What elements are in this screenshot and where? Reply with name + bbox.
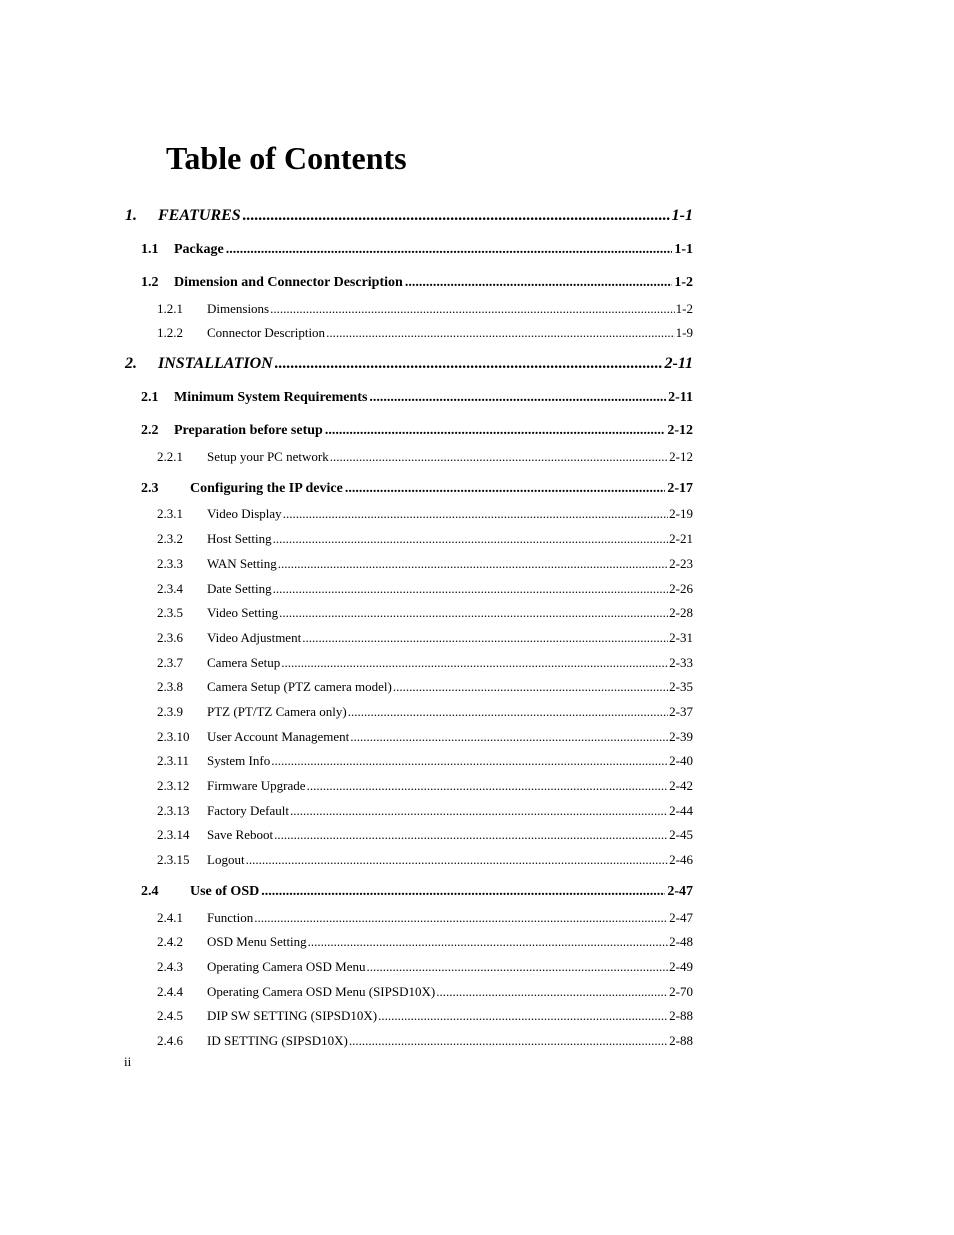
toc-entry-preparation-before-setup[interactable]: [141, 423, 693, 441]
toc-number: 2.3.6: [157, 630, 183, 645]
toc-entry-ptz-camera-only[interactable]: [157, 704, 693, 720]
toc-title: PTZ (PT/TZ Camera only): [207, 704, 347, 719]
toc-leader-dots: [325, 423, 666, 439]
toc-page-number: 2-11: [668, 390, 693, 405]
toc-number: 1.2: [141, 275, 159, 290]
toc-entry-osd-menu-setting[interactable]: [157, 934, 693, 950]
toc-page-number: 2-47: [669, 910, 693, 925]
toc-number: 1.1: [141, 242, 159, 257]
toc-leader-dots: [273, 581, 669, 597]
toc-title: Package: [174, 242, 224, 257]
toc-number: 2.3.8: [157, 679, 183, 694]
toc-title: Video Display: [207, 506, 282, 521]
toc-page-number: 2-40: [669, 753, 693, 768]
toc-entry-package[interactable]: [141, 242, 693, 260]
toc-leader-dots: [345, 481, 665, 497]
toc-title: Camera Setup: [207, 655, 281, 670]
toc-title: Firmware Upgrade: [207, 778, 306, 793]
toc-title: INSTALLATION: [158, 355, 273, 372]
toc-number: 2.4.5: [157, 1008, 183, 1023]
toc-leader-dots: [275, 355, 663, 373]
toc-number: 2.3.3: [157, 556, 183, 571]
toc-entry-minimum-system-requirements[interactable]: [141, 390, 693, 408]
toc-number: 2.3.9: [157, 704, 183, 719]
toc-number: 2.3.2: [157, 531, 183, 546]
toc-title: System Info: [207, 753, 271, 768]
toc-title: OSD Menu Setting: [207, 934, 307, 949]
toc-leader-dots: [273, 531, 669, 547]
toc-number: 2.3.14: [157, 827, 190, 842]
toc-title: Dimension and Connector Description: [174, 275, 403, 290]
toc-number: 2.4.1: [157, 910, 183, 925]
toc-number: 2.3.12: [157, 778, 190, 793]
toc-leader-dots: [226, 242, 673, 258]
page-title: Table of Contents: [166, 140, 407, 176]
toc-entry-video-setting[interactable]: [157, 605, 693, 621]
toc-entry-logout[interactable]: [157, 852, 693, 868]
toc-page-number: 2-44: [669, 803, 693, 818]
toc-leader-dots: [330, 449, 668, 465]
toc-page-number: 2-70: [669, 984, 693, 999]
toc-title: FEATURES: [158, 207, 241, 224]
toc-entry-video-adjustment[interactable]: [157, 630, 693, 646]
toc-title: Minimum System Requirements: [174, 390, 368, 405]
toc-page-number: 2-49: [669, 959, 693, 974]
toc-page-number: 2-19: [669, 506, 693, 521]
toc-number: 2.4.3: [157, 959, 183, 974]
toc-entry-operating-camera-osd-menu-sipsd10x[interactable]: [157, 984, 693, 1000]
toc-leader-dots: [261, 884, 665, 900]
toc-leader-dots: [378, 1008, 668, 1024]
toc-title: Operating Camera OSD Menu (SIPSD10X): [207, 984, 436, 999]
toc-title: DIP SW SETTING (SIPSD10X): [207, 1008, 378, 1023]
toc-page-number: 2-37: [669, 704, 693, 719]
toc-leader-dots: [405, 275, 673, 291]
toc-number: 2.3.4: [157, 581, 183, 596]
toc-entry-user-account-management[interactable]: [157, 729, 693, 745]
toc-number: 2.: [125, 355, 137, 372]
toc-page-number: 2-39: [669, 729, 693, 744]
toc-leader-dots: [243, 207, 670, 225]
toc-page-number: 2-33: [669, 655, 693, 670]
toc-entry-installation[interactable]: [125, 355, 693, 375]
toc-page-number: 2-21: [669, 531, 693, 546]
toc-entry-camera-setup-ptz[interactable]: [157, 679, 693, 695]
toc-page-number: 2-35: [669, 679, 693, 694]
toc-title: Logout: [207, 852, 245, 867]
toc-leader-dots: [349, 1033, 668, 1049]
toc-entry-dimension-connector[interactable]: [141, 275, 693, 293]
toc-leader-dots: [271, 753, 668, 769]
toc-entry-save-reboot[interactable]: [157, 827, 693, 843]
toc-entry-connector-description[interactable]: [157, 325, 693, 341]
toc-title: ID SETTING (SIPSD10X): [207, 1033, 348, 1048]
toc-leader-dots: [281, 655, 668, 671]
toc-entry-dip-sw-setting[interactable]: [157, 1008, 693, 1024]
toc-page-number: 2-48: [669, 934, 693, 949]
toc-entry-features[interactable]: [125, 207, 693, 227]
toc-number: 1.: [125, 207, 137, 224]
toc-title: Setup your PC network: [207, 449, 329, 464]
toc-title: Use of OSD: [190, 884, 260, 899]
toc-entry-id-setting[interactable]: [157, 1033, 693, 1049]
toc-page-number: 2-12: [667, 423, 693, 438]
toc-page-number: 1-2: [674, 275, 693, 290]
toc-number: 2.3.5: [157, 605, 183, 620]
toc-leader-dots: [279, 605, 668, 621]
toc-leader-dots: [393, 679, 668, 695]
toc-number: 1.2.2: [157, 325, 183, 340]
toc-title: Video Adjustment: [207, 630, 302, 645]
toc-title: Date Setting: [207, 581, 272, 596]
toc-page-number: 2-11: [664, 355, 693, 372]
toc-entry-dimensions[interactable]: [157, 301, 693, 317]
toc-leader-dots: [283, 506, 668, 522]
toc-number: 2.3.10: [157, 729, 190, 744]
toc-leader-dots: [369, 390, 666, 406]
toc-entry-wan-setting[interactable]: [157, 556, 693, 572]
toc-page-number: 2-31: [669, 630, 693, 645]
toc-leader-dots: [270, 301, 675, 317]
toc-title: User Account Management: [207, 729, 350, 744]
toc-title: Dimensions: [207, 301, 270, 316]
toc-entry-use-of-osd[interactable]: [141, 884, 693, 902]
toc-entry-camera-setup[interactable]: [157, 655, 693, 671]
toc-leader-dots: [307, 778, 669, 794]
toc-number: 2.3.7: [157, 655, 183, 670]
toc-number: 2.4.4: [157, 984, 183, 999]
toc-title: Save Reboot: [207, 827, 274, 842]
toc-entry-video-display[interactable]: [157, 506, 693, 522]
toc-entry-factory-default[interactable]: [157, 803, 693, 819]
toc-leader-dots: [290, 803, 668, 819]
toc-page-number: 2-12: [669, 449, 693, 464]
toc-title: Configuring the IP device: [190, 481, 343, 496]
toc-leader-dots: [308, 934, 668, 950]
toc-page-number: 2-28: [669, 605, 693, 620]
toc-leader-dots: [302, 630, 668, 646]
toc-leader-dots: [326, 325, 675, 341]
toc-number: 1.2.1: [157, 301, 183, 316]
toc-leader-dots: [254, 910, 668, 926]
toc-number: 2.4: [141, 884, 159, 899]
page-number: ii: [124, 1054, 132, 1069]
toc-number: 2.2.1: [157, 449, 183, 464]
toc-title: Connector Description: [207, 325, 326, 340]
toc-number: 2.1: [141, 390, 159, 405]
toc-number: 2.3.1: [157, 506, 183, 521]
toc-title: Camera Setup (PTZ camera model): [207, 679, 392, 694]
toc-leader-dots: [278, 556, 668, 572]
toc-page-number: 2-17: [667, 481, 693, 496]
toc-entry-date-setting[interactable]: [157, 581, 693, 597]
toc-number: 2.3.15: [157, 852, 190, 867]
toc-page-number: 2-88: [669, 1033, 693, 1048]
toc-entry-operating-camera-osd-menu[interactable]: [157, 959, 693, 975]
toc-leader-dots: [436, 984, 668, 1000]
toc-page-number: 1-1: [674, 242, 693, 257]
toc-leader-dots: [350, 729, 668, 745]
toc-entry-host-setting[interactable]: [157, 531, 693, 547]
toc-number: 2.2: [141, 423, 159, 438]
toc-entry-system-info[interactable]: [157, 753, 693, 769]
toc-number: 2.3.11: [157, 753, 190, 768]
toc-title: Preparation before setup: [174, 423, 323, 438]
toc-number: 2.3.13: [157, 803, 190, 818]
toc-page-number: 2-42: [669, 778, 693, 793]
toc-page-number: 2-47: [667, 884, 693, 899]
toc-page-number: 1-1: [671, 207, 693, 224]
toc-title: Video Setting: [207, 605, 279, 620]
toc-number: 2.3: [141, 481, 159, 496]
toc-page-number: 1-2: [675, 301, 693, 316]
toc-leader-dots: [367, 959, 669, 975]
toc-entry-firmware-upgrade[interactable]: [157, 778, 693, 794]
toc-title: WAN Setting: [207, 556, 277, 571]
toc-title: Function: [207, 910, 254, 925]
toc-number: 2.4.2: [157, 934, 183, 949]
toc-title: Host Setting: [207, 531, 272, 546]
toc-page-number: 2-45: [669, 827, 693, 842]
toc-page-number: 2-88: [669, 1008, 693, 1023]
toc-entry-setup-pc-network[interactable]: [157, 449, 693, 465]
toc-leader-dots: [348, 704, 668, 720]
toc-leader-dots: [246, 852, 669, 868]
toc-leader-dots: [274, 827, 668, 843]
toc-number: 2.4.6: [157, 1033, 183, 1048]
toc-title: Factory Default: [207, 803, 289, 818]
toc-title: Operating Camera OSD Menu: [207, 959, 366, 974]
toc-page-number: 2-26: [669, 581, 693, 596]
toc-page-number: 2-46: [669, 852, 693, 867]
toc-page-number: 2-23: [669, 556, 693, 571]
toc-entry-function[interactable]: [157, 910, 693, 926]
toc-entry-configuring-ip-device[interactable]: [141, 481, 693, 499]
toc-page-number: 1-9: [675, 325, 693, 340]
